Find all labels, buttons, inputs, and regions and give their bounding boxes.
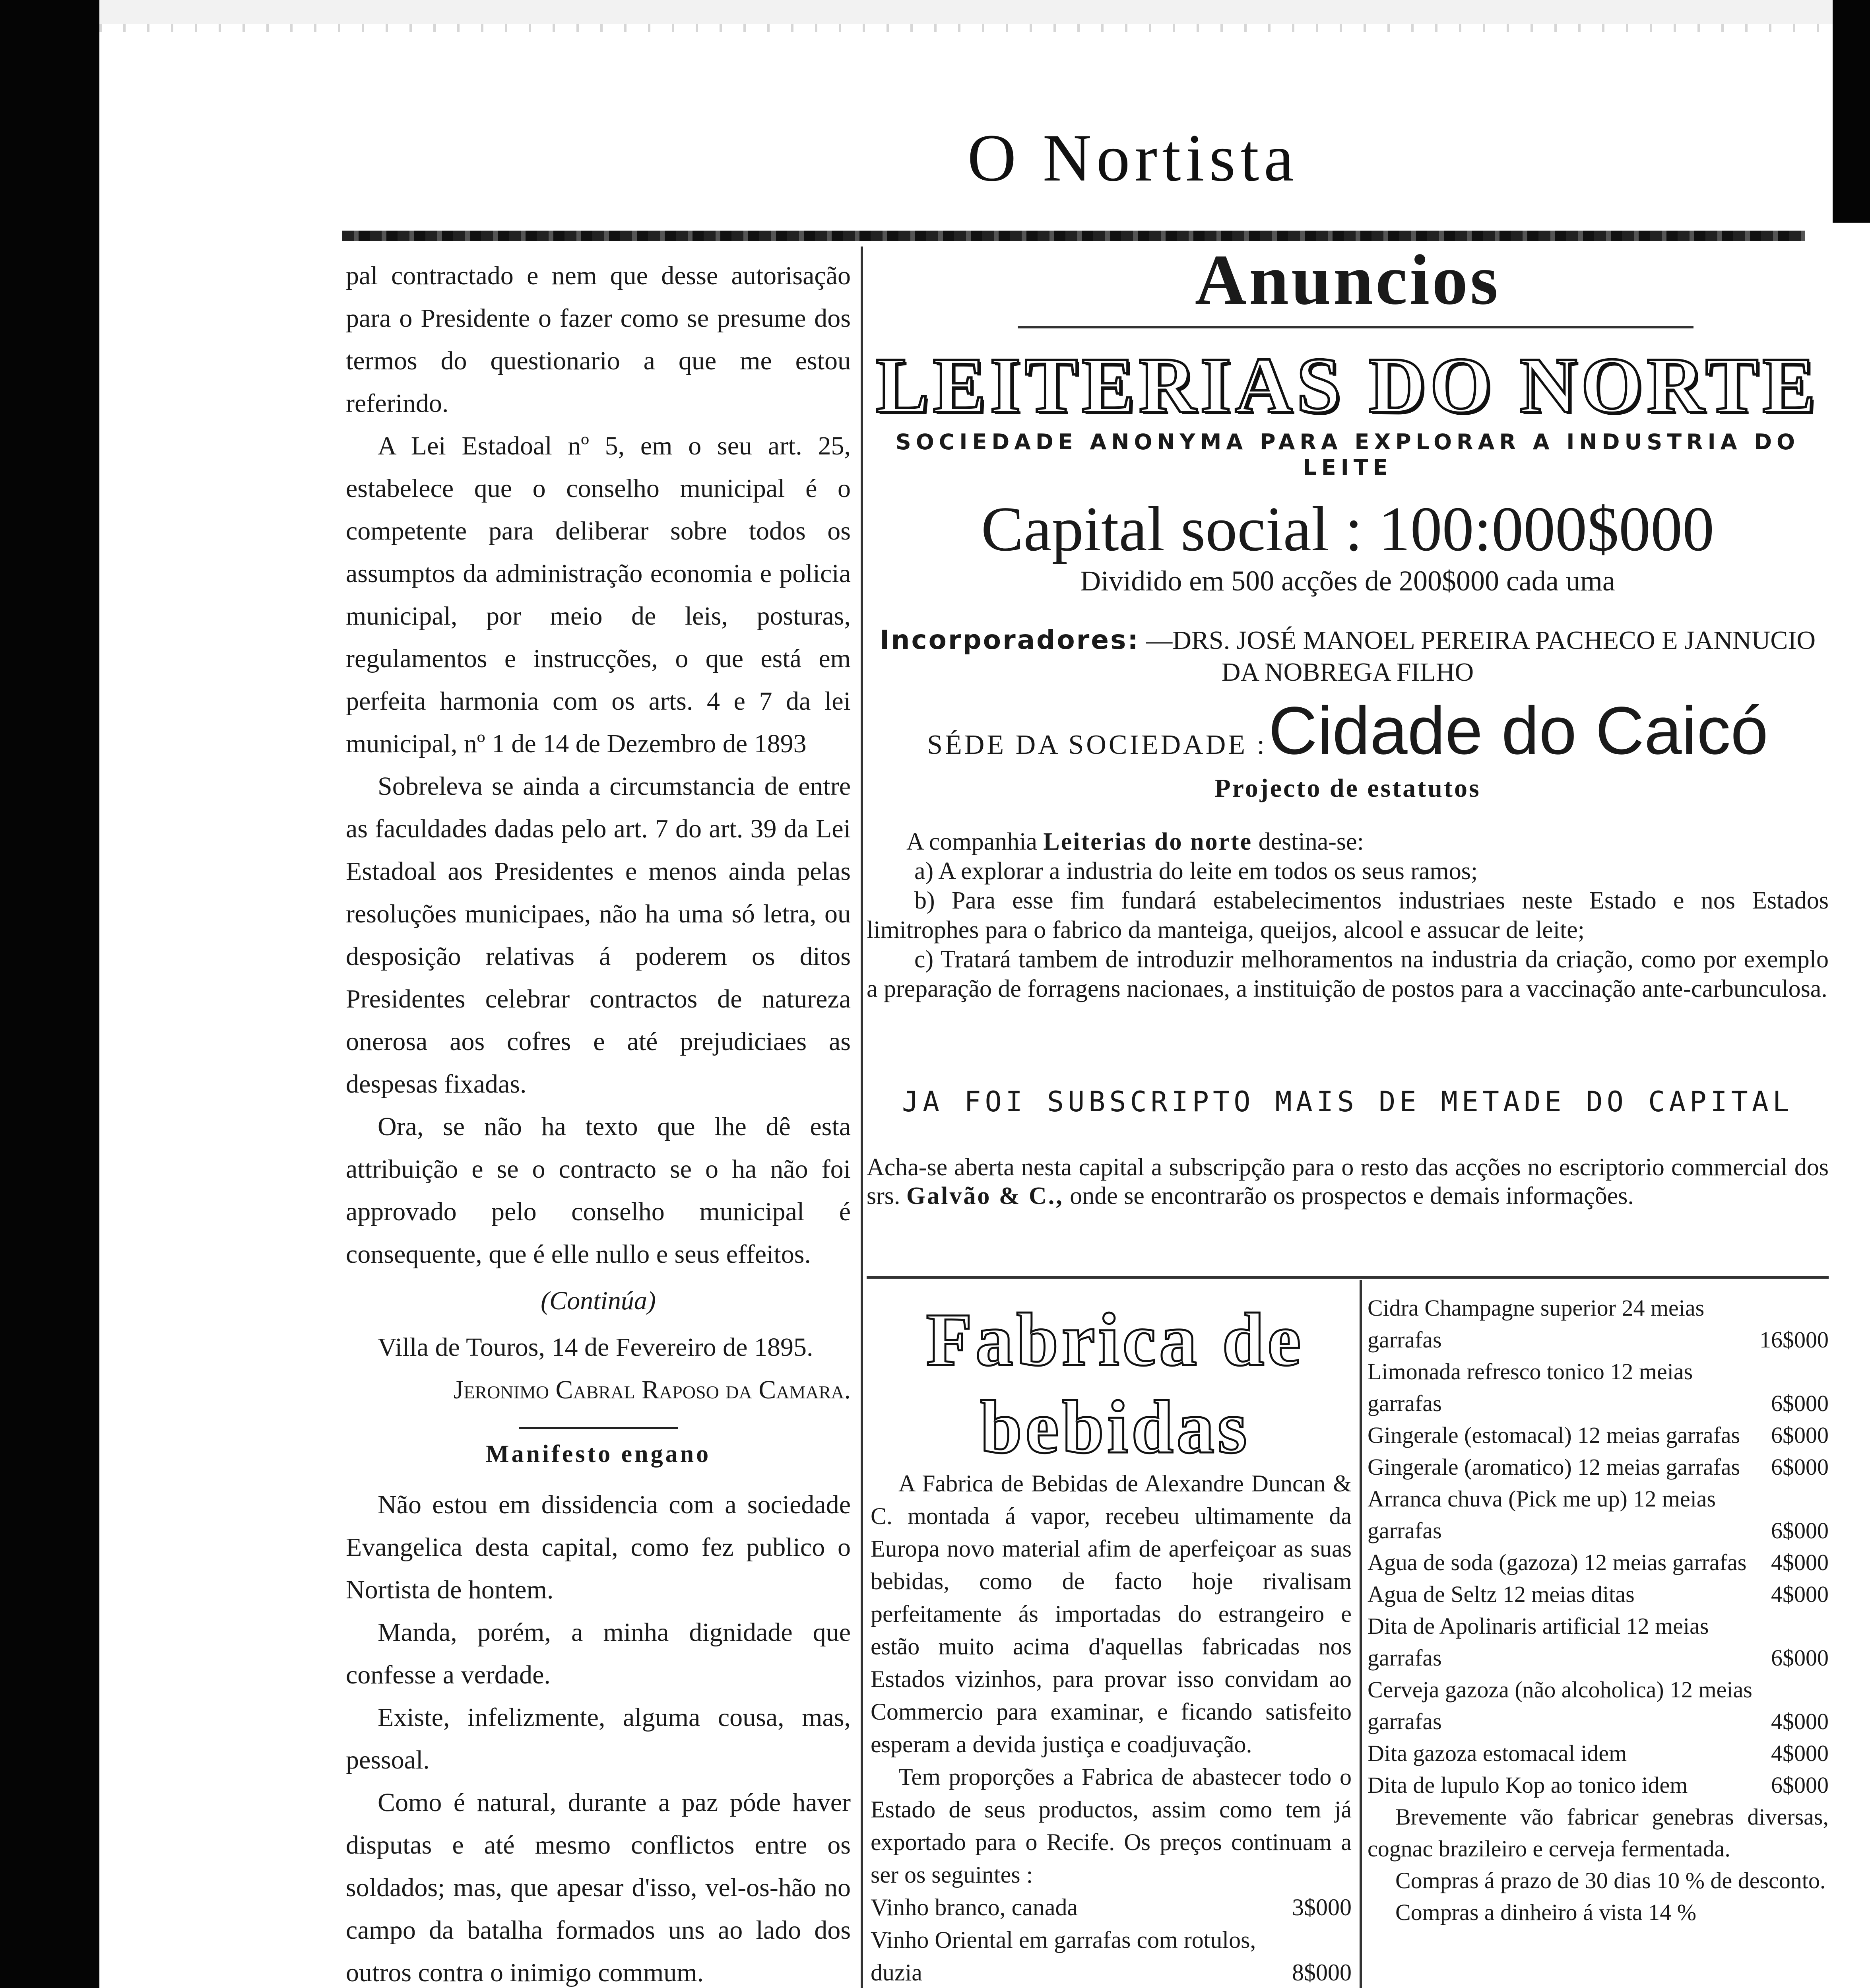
product-price: 6$000 — [1771, 1390, 1829, 1416]
ja-foi-notice: JA FOI SUBSCRIPTO MAIS DE METADE DO CAPITAL — [902, 1085, 1794, 1118]
paragraph: Sobreleva se ainda a circumstancia de entre as faculdades dadas pelo art. 7 do art. 39 da Lei Estadoal aos Presidentes e menos ainda pelas resoluções municipaes, não ha uma só letra, ou desposição relativas á poderem os ditos Presidentes celebrar contractos de natureza onerosa aos cofres e até prejudiciaes as despesas fixadas. — [346, 772, 851, 1099]
scan-border-right — [1833, 0, 1870, 223]
product-name: Gingerale (aromatico) 12 meias garrafas — [1368, 1454, 1740, 1480]
intro-text: destina-se: — [1258, 828, 1364, 855]
sede-label: SÉDE DA SOCIEDADE : — [927, 730, 1267, 760]
product-price: 4$000 — [1771, 1740, 1829, 1766]
fabrica-price-column — [1368, 1292, 1829, 1928]
column-rule-2 — [1360, 1280, 1362, 1988]
continua-note: (Continúa) — [541, 1286, 656, 1315]
acha-text: onde se encontrarão os prospectos e demais informações. — [1070, 1182, 1634, 1209]
paragraph: pal contractado e nem que desse autorisação para o Presidente o fazer como se presume dos termos do questionario a que me estou referindo. — [346, 261, 851, 418]
sede-city: Cidade do Caicó — [1268, 693, 1768, 769]
paragraph: Existe, infelizmente, alguma cousa, mas, pessoal. — [346, 1703, 851, 1774]
product-price: 6$000 — [1771, 1422, 1829, 1448]
left-column — [346, 254, 851, 1988]
product-price: 6$000 — [1771, 1772, 1829, 1798]
paragraph: Tem proporções a Fabrica de abastecer todo o Estado de seus productos, assim como tem já exportado para o Recife. Os preços continuam a ser os seguintes : — [871, 1764, 1352, 1888]
company-name: Leiterias do norte — [1043, 828, 1253, 855]
product-name: Vinho branco, canada — [871, 1894, 1078, 1920]
firm-name: Galvão & C., — [906, 1182, 1064, 1209]
product-price: 4$000 — [1771, 1581, 1829, 1607]
price-list-left — [871, 1891, 1352, 1988]
price-item — [871, 1924, 1352, 1988]
scan-border-left — [0, 0, 99, 1988]
product-name: Dita de lupulo Kop ao tonico idem — [1368, 1772, 1688, 1798]
leiterias-subtitle: SOCIEDADE ANONYMA PARA EXPLORAR A INDUSTRIA DO LEITE — [895, 429, 1800, 480]
product-name: Gingerale (estomacal) 12 meias garrafas — [1368, 1422, 1740, 1448]
paragraph: Como é natural, durante a paz póde haver disputas e até mesmo conflictos entre os soldados; mas, que apesar d'isso, vel-os-hão no campo da batalha formados uns ao lado dos outros contra o inimigo commum. — [346, 1788, 851, 1987]
anuncios-title: Anuncios — [1195, 240, 1501, 319]
price-item — [1368, 1578, 1829, 1610]
product-name: Cidra Champagne superior 24 meias garrafas — [1368, 1295, 1705, 1353]
section-rule — [1018, 326, 1693, 328]
capital-social: Capital social : 100:000$000 — [981, 493, 1715, 564]
column-rule — [861, 247, 863, 1988]
paragraph: A Lei Estadoal nº 5, em o seu art. 25, estabelece que o conselho municipal é o competente para deliberar sobre todos os assumptos da administração economia e policia municipal, por meio de leis, posturas, regulamentos e instrucções, o que está em perfeita harmonia com os arts. 4 e 7 da lei municipal, nº 1 de 14 de Dezembro de 1893 — [346, 431, 851, 758]
product-name: Agua de Seltz 12 meias ditas — [1368, 1581, 1635, 1607]
product-price: 4$000 — [1771, 1708, 1829, 1734]
fabrica-title — [871, 1296, 1360, 1471]
price-item — [1368, 1483, 1829, 1547]
list-item: b) Para esse fim fundará estabelecimentos industriaes neste Estado e nos Estados limitrophes para o fabrico da manteiga, queijos, alcool e assucar de leite; — [867, 887, 1829, 944]
price-item — [1368, 1610, 1829, 1674]
product-price: 8$000 — [1292, 1959, 1352, 1986]
product-name: Agua de soda (gazoza) 12 meias garrafas — [1368, 1549, 1747, 1575]
product-name: Limonada refresco tonico 12 meias garrafas — [1368, 1359, 1693, 1416]
price-item — [1368, 1547, 1829, 1578]
paragraph: Manda, porém, a minha dignidade que confesse a verdade. — [346, 1618, 851, 1689]
paragraph: A Fabrica de Bebidas de Alexandre Duncan & C. montada á vapor, recebeu ultimamente da Europa novo material afim de aperfeiçoar as suas bebidas, como de facto hoje rivalisam perfeitamente ás importadas do estrangeiro e estão muito acima d'aquellas fabricadas nos Estados vizinhos, para provar isso convidam ao Commercio para examinar, e ficando satisfeito esperam a devida justiça e coadjuvação. — [871, 1470, 1352, 1757]
product-name: Cerveja gazoza (não alcoholica) 12 meias garrafas — [1368, 1677, 1752, 1734]
price-item — [1368, 1674, 1829, 1738]
list-item: c) Tratará tambem de introduzir melhoramentos na industria da criação, como por exemplo a preparação de forragens nacionaes, a instituição de postos para a vaccinação ante-carbunculosa. — [867, 946, 1829, 1002]
paragraph: Ora, se não ha texto que lhe dê esta attribuição e se o contracto se o ha não foi approvado pelo conselho municipal é consequente, que é elle nullo e seus effeitos. — [346, 1112, 851, 1269]
paragraph: Não estou em dissidencia com a sociedade Evangelica desta capital, como fez publico o Nortista de hontem. — [346, 1490, 851, 1604]
scan-noise — [99, 24, 1833, 32]
product-price: 4$000 — [1771, 1549, 1829, 1575]
projecto-heading: Projecto de estatutos — [1214, 774, 1481, 803]
product-name: Dita gazoza estomacal idem — [1368, 1740, 1627, 1766]
dateline: Villa de Touros, 14 de Fevereiro de 1895. — [378, 1333, 813, 1362]
separator — [519, 1427, 678, 1429]
acha-paragraph — [867, 1153, 1829, 1210]
price-item — [1368, 1738, 1829, 1769]
dividido-line: Dividido em 500 acções de 200$000 cada uma — [1080, 565, 1615, 597]
price-item — [1368, 1419, 1829, 1451]
acha-text: Acha-se aberta nesta capital a subscripção para o resto das acções no escriptorio commercial dos srs. — [867, 1154, 1829, 1209]
incorporadores-names: —DRS. JOSÉ MANOEL PEREIRA PACHECO E JANNUCIO DA NOBREGA FILHO — [1146, 626, 1816, 687]
intro-text: A companhia — [906, 828, 1037, 855]
incorporadores-label: Incorporadores: — [879, 625, 1140, 655]
price-item — [1368, 1292, 1829, 1356]
scan-top-edge — [99, 0, 1833, 24]
section-rule — [867, 1276, 1829, 1279]
price-item — [1368, 1769, 1829, 1801]
paragraph: Brevemente vão fabricar genebras diversas, cognac brazileiro e cerveja fermentada. — [1368, 1804, 1829, 1862]
product-price: 3$000 — [1292, 1894, 1352, 1920]
leiterias-title: LEITERIAS DO NORTE — [876, 342, 1820, 429]
paragraph: Compras á prazo de 30 dias 10 % de desconto. — [1395, 1868, 1826, 1893]
masthead: O Nortista — [967, 120, 1299, 195]
incorporadores — [867, 624, 1829, 688]
sede — [867, 692, 1829, 770]
product-name: Arranca chuva (Pick me up) 12 meias garrafas — [1368, 1486, 1716, 1543]
paragraph: Compras a dinheiro á vista 14 % — [1395, 1899, 1697, 1925]
product-price: 6$000 — [1771, 1645, 1829, 1671]
list-item: a) A explorar a industria do leite em todos os seus ramos; — [914, 858, 1478, 885]
fabrica-body — [871, 1467, 1352, 1988]
product-price: 6$000 — [1771, 1518, 1829, 1543]
product-price: 6$000 — [1771, 1454, 1829, 1480]
product-name: Vinho Oriental em garrafas com rotulos, duzia — [871, 1927, 1256, 1986]
price-list-right — [1368, 1292, 1829, 1801]
price-item — [1368, 1356, 1829, 1419]
manifesto-heading: Manifesto engano — [485, 1441, 711, 1468]
companhia-intro — [867, 827, 1829, 856]
fabrica-title-line: bebidas — [980, 1386, 1250, 1469]
fabrica-title-line: Fabrica de — [926, 1298, 1304, 1382]
product-price: 16$000 — [1759, 1327, 1829, 1353]
author-signature: Jeronimo Cabral Raposo da Camara. — [453, 1375, 851, 1404]
product-name: Dita de Apolinaris artificial 12 meias garrafas — [1368, 1613, 1709, 1671]
price-item — [1368, 1451, 1829, 1483]
companhia-text — [867, 827, 1829, 1004]
price-item — [871, 1891, 1352, 1924]
